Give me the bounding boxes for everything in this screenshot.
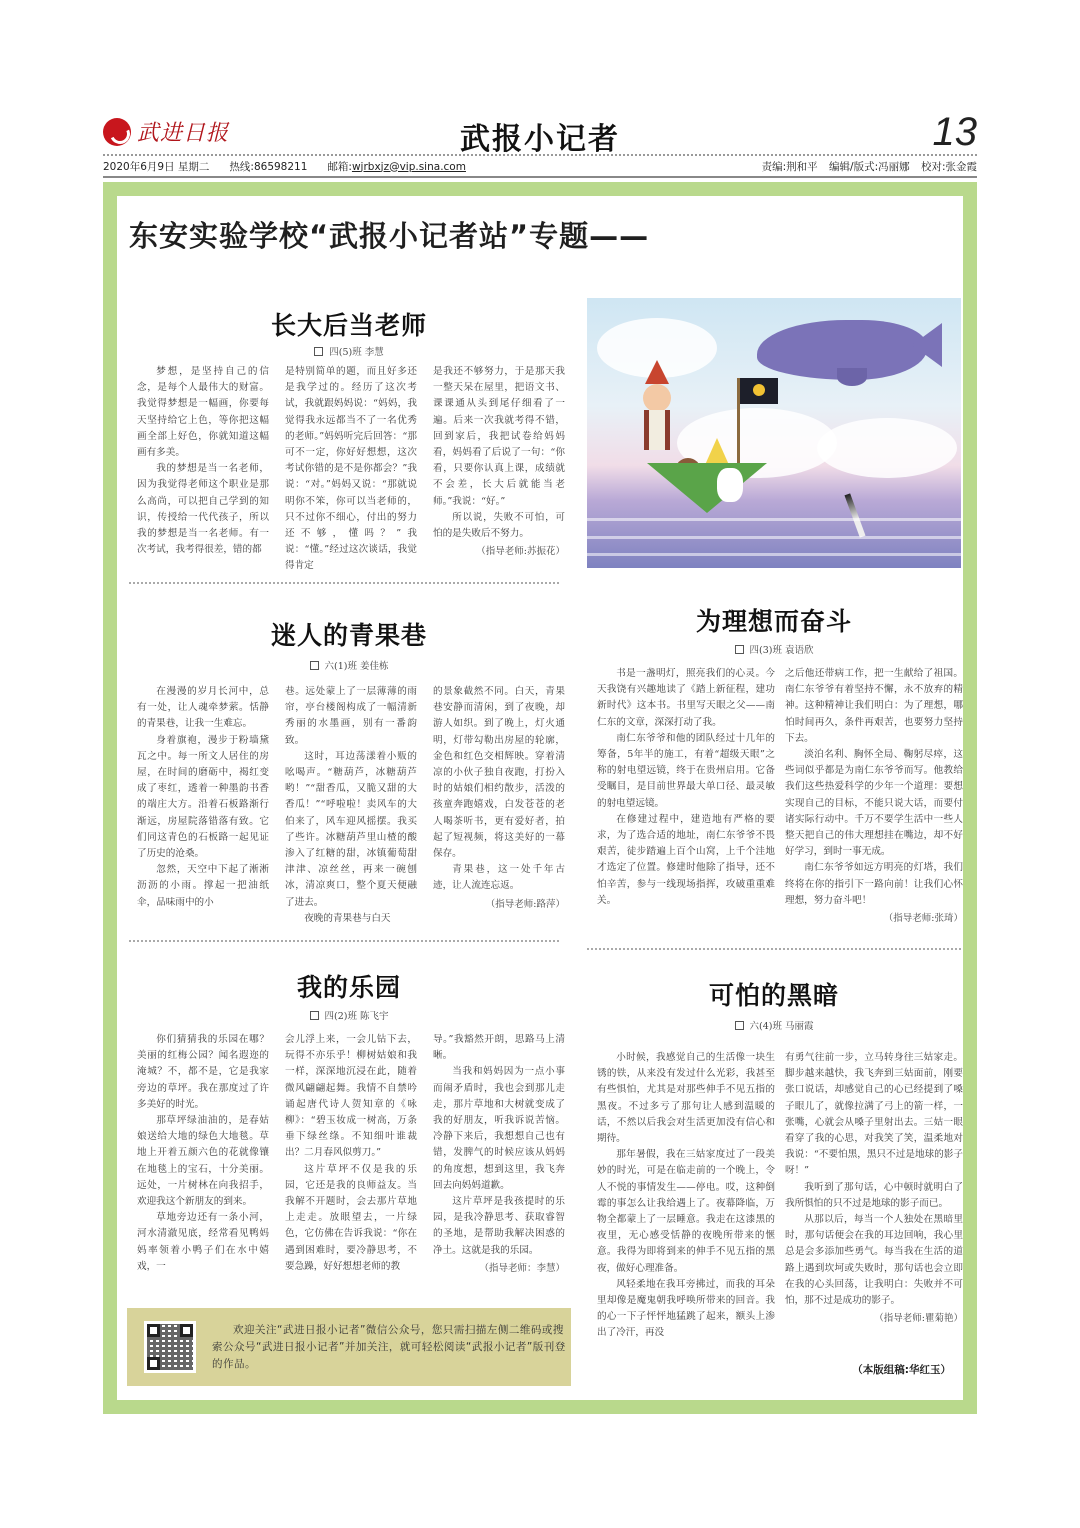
dotted-divider <box>129 940 559 942</box>
teacher-credit: （指导老师:张琦） <box>883 913 963 925</box>
wave-line <box>587 553 961 556</box>
byline <box>587 642 961 656</box>
masthead-dotted-divider <box>103 154 977 156</box>
whale-fin-icon <box>837 368 867 386</box>
editor-credit: （本版组稿:华红玉） <box>852 1364 951 1376</box>
article-column <box>137 1032 269 1275</box>
paragraph: 忽然，天空中下起了淅淅沥沥的小雨。撑起一把油纸伞，品味雨中的小 <box>137 864 269 908</box>
paper-name: 武进日报 <box>137 121 230 146</box>
bunny-icon <box>717 468 743 502</box>
article-column <box>433 364 565 560</box>
feature-content <box>117 196 963 1400</box>
dotted-divider <box>587 948 961 950</box>
article-column <box>433 1032 565 1277</box>
feature-frame <box>103 182 977 1414</box>
paragraph: 南仁东爷爷和他的团队经过十几年的筹备，5年半的施工，有着“超级天眼”之称的射电望远镜，终于在贵州启用。它备受瞩目，是目前世界最大单口径、最灵敏的射电望远镜。 <box>597 732 775 809</box>
cloud-shape <box>817 418 957 478</box>
masthead-info-line <box>103 158 977 174</box>
article-column <box>597 1050 775 1342</box>
article-title: 我的乐园 <box>296 973 401 1002</box>
paragraph: 风轻柔地在我耳旁拂过，而我的耳朵里却像是魔鬼朝我呼唤所带来的回音。我的心一下子怦怦地猛跳了起来，额头上渗出了冷汗，再没 <box>597 1278 775 1339</box>
issue-date: 2020年6月9日 星期二 <box>103 160 210 173</box>
byline-text: 六(1)班 姜佳栋 <box>324 661 389 672</box>
paragraph: 这片草坪不仅是我的乐园，它还是我的良师益友。当我解不开题时，会去那片草地上走走。放眼望去，一片绿色，它仿佛在告诉我说：“你在遇到困难时，要冷静思考，不要急躁，好好想想老师的教 <box>285 1163 417 1272</box>
article-title: 长大后当老师 <box>270 311 427 340</box>
article-column <box>137 684 269 911</box>
topic-heading: 东安实验学校“武报小记者站”专题—— <box>129 219 650 253</box>
article-column <box>285 1032 417 1275</box>
byline-box-icon <box>310 661 319 670</box>
teacher-credit: （指导老师：李慧） <box>479 1262 565 1274</box>
paragraph: 导。”我豁然开朗，思路马上清晰。 <box>433 1034 565 1062</box>
paragraph: 当我和妈妈因为一点小事而闹矛盾时，我也会到那儿走走，那片草地和大树就变成了我的好朋友，听我诉说苦恼。冷静下来后，我想想自己也有错，发脾气的时候应该从妈妈的角度想，想到这里，我飞奔回去向妈妈道歉。 <box>433 1066 565 1191</box>
byline <box>127 658 571 672</box>
moon-icon <box>753 384 765 396</box>
article-title: 迷人的青果巷 <box>270 621 427 650</box>
whale-tail-icon <box>912 323 942 367</box>
child-body-icon <box>644 410 670 450</box>
byline <box>587 1018 961 1032</box>
paragraph: 会儿浮上来，一会儿钻下去，玩得不亦乐乎！柳树姑娘和我一样，深深地沉浸在此，随着微风翩翩起舞。我情不自禁吟诵起唐代诗人贺知章的《咏柳》：“碧玉妆成一树高，万条垂下绿丝绦。不知细叶谁裁出？二月春风似剪刀。” <box>285 1034 417 1159</box>
article-title: 为理想而奋斗 <box>695 607 852 636</box>
wave-line <box>587 518 961 521</box>
child-hat-icon <box>645 360 669 384</box>
byline-text: 四(3)班 袁语欣 <box>749 645 814 656</box>
byline-box-icon <box>310 1011 319 1020</box>
teacher-credit: （指导老师:苏振花） <box>476 546 565 558</box>
paragraph: 我的梦想是当一名老师，因为我觉得老师这个职业是那么高尚，可以把自己学到的知识，传授给一代代孩子，所以我的梦想是当一名老师。有一次考试，我考得很差，错的都 <box>137 463 269 556</box>
paragraph: 巷。远处蒙上了一层薄薄的雨帘，亭台楼阁构成了一幅清新秀丽的水墨画，别有一番韵致。 <box>285 686 417 746</box>
paragraph: 那草坪绿油油的，是春姑娘送给大地的绿色大地毯。草地上开着五颜六色的花就像镶在地毯上的宝石，十分美丽。远处，一片树林在向我招手，欢迎我这个新朋友的到来。 <box>137 1115 269 1208</box>
paragraph: 夜晚的青果巷与白天 <box>304 912 391 924</box>
credits <box>762 159 977 174</box>
byline <box>127 1008 571 1022</box>
byline-box-icon <box>314 347 323 356</box>
article-column <box>285 364 417 575</box>
paragraph: 从那以后，每当一个人独处在黑暗里时，那句话便会在我的耳边回响，我心里总是会多添加些勇气。每当我在生活的道路上遇到坎坷或失败时，那句话也会立即在我的心头回荡，让我明白：失败并不可怕，那不过是成功的影子。 <box>785 1214 963 1307</box>
paragraph: 那年暑假，我在三姑家度过了一段美妙的时光，可是在临走前的一个晚上，令人不悦的事情发生——停电。哎，这种倒霉的事怎么让我给遇上了。夜幕降临，万物全都蒙上了一层睡意。我走在这漆黑的夜里，无心感受恬静的夜晚所带来的惬意。我得为即将到来的伸手不见五指的黑夜，做好心理准备。 <box>597 1149 775 1274</box>
teacher-credit: （指导老师:路萍） <box>485 898 565 910</box>
paragraph: 书是一盏明灯，照亮我们的心灵。今天我饶有兴趣地读了《踏上新征程，建功新时代》这本书。书里写天眼之父——南仁东的文章，深深打动了我。 <box>597 668 775 728</box>
dotted-divider <box>129 582 559 584</box>
paragraph: 在修建过程中，建造地有严格的要求，为了选合适的地址，南仁东爷爷不畏艰苦，徒步踏遍上百个山窝，上千个洼地才选定了位置。修建时他除了指导，还不怕辛苦，参与一线现场指挥，攻破重重难关。 <box>597 813 775 906</box>
byline-box-icon <box>735 1021 744 1030</box>
paragraph: 这时，耳边荡漾着小贩的吆喝声。“糖葫芦，冰糖葫芦哟！”“甜香瓜，又脆又甜的大香瓜！”“呼啦啦！卖风车的大伯来了，风车迎风摇摆。我买了些许。冰糖葫芦里山楂的酸渗入了红糖的甜，冰镇葡萄甜津津、凉丝丝，再来一碗刨冰，清凉爽口，整个夏天便融了进去。 <box>285 750 417 908</box>
wave-line <box>587 536 961 539</box>
byline-box-icon <box>735 645 744 654</box>
article-column <box>137 364 269 558</box>
paragraph: 草地旁边还有一条小河，河水清澈见底，经常看见鸭妈妈率领着小鸭子们在水中嬉戏，一 <box>137 1212 269 1272</box>
byline-text: 四(2)班 陈飞宇 <box>324 1011 389 1022</box>
paragraph: 所以说，失败不可怕，可怕的是失败后不努力。 <box>433 511 565 540</box>
paragraph: 是我还不够努力，于是那天我一整天呆在屋里，把语文书、课课通从头到尾仔细看了一遍。后来一次我就考得不错，回到家后，我把试卷给妈妈看，妈妈看了后说了一句：“你看，只要你认真上课，成绩就不会差，长大后就能当老师。”我说：“好。” <box>433 366 565 507</box>
byline-text: 四(5)班 李慧 <box>329 347 384 358</box>
qr-finder-icon <box>147 1324 160 1337</box>
section-title: 武报小记者 <box>460 122 620 157</box>
paragraph: 小时候，我感觉自己的生活像一块生锈的铁，从来没有发过什么光彩，我甚至有些惧怕，尤其是对那些伸手不见五指的黑夜。不过多亏了那句让人感到温暖的话，不然以后我会对生活更加没有信心和期待。 <box>597 1052 775 1145</box>
paragraph: 梦想，是坚持自己的信念，是每个人最伟大的财富。我觉得梦想是一幅画，你要每天坚持给它上色，等你把这幅画全部上好色，你就知道这幅画有多美。 <box>137 366 269 459</box>
paragraph: 有勇气往前一步，立马转身往三姑家走。脚步越来越快，我飞奔到三姑面前，刚要张口说话，却感觉自己的心已经提到了嗓子眼儿了，就像拉满了弓上的箭一样，一张嘴，心就会从嗓子里射出去。三姑一眼看穿了我的心思，对我笑了笑，温柔地对我说：“不要怕黑，黑只不过是地球的影子呀！” <box>785 1052 963 1177</box>
layout-editor: 编辑/版式:冯丽娜 <box>829 160 910 173</box>
paragraph: 淡泊名利、胸怀全局、鞠躬尽瘁，这些词似乎都是为南仁东爷爷而写。他教给我们这些热爱科学的少年一个道理：要想实现自己的目标，不能只说大话，而要付诸实际行动中。千万不要学生活中一些人整天把自己的伟大理想挂在嘴边，却不好好学习，到时一事无成。 <box>785 749 963 858</box>
email-label: 邮箱: <box>327 160 352 173</box>
email-link[interactable]: wjrbxjz@vip.sina.com <box>351 160 466 173</box>
page-number: 13 <box>932 110 977 154</box>
paragraph: 青果巷，这一处千年古迹，让人流连忘返。 <box>433 864 565 892</box>
article-column <box>785 1050 963 1327</box>
qr-code-icon[interactable] <box>144 1321 196 1373</box>
masthead-rule <box>103 176 977 178</box>
article-column <box>785 666 963 927</box>
hotline: 热线:86598211 <box>229 160 308 173</box>
paragraph: 身着旗袍，漫步于粉墙黛瓦之中。每一所文人居住的房屋，在时间的磨砺中，褐红变成了枣红，透着一种墨韵书香的端庄大方。沿着石板路渐行渐远，房屋院落错落有致。它们同这青色的石板路一起见证了历史的沧桑。 <box>137 734 269 860</box>
paper-boat-icon <box>647 463 767 513</box>
qr-finder-icon <box>147 1357 160 1370</box>
editor: 责编:荆和平 <box>761 160 818 173</box>
paragraph: 之后他还带病工作，把一生献给了祖国。南仁东爷爷有着坚持不懈，永不放弃的精神。这种精神让我们明白：为了理想，哪怕时间再久，条件再艰苦，也要努力坚持下去。 <box>785 668 963 744</box>
email-block <box>327 159 466 174</box>
paragraph: 在漫漫的岁月长河中，总有一处，让人魂牵梦萦。恬静的青果巷，让我一生难忘。 <box>137 686 269 730</box>
promo-text: 欢迎关注“武进日报小记者”微信公众号，您只需扫描左侧二维码或搜索公众号“武进日报小记者”并加关注，就可轻松阅读“武报小记者”版刊登的作品。 <box>212 1323 566 1370</box>
proofreader: 校对:张金霞 <box>920 160 977 173</box>
article-column <box>597 666 775 909</box>
byline-text: 六(4)班 马丽霞 <box>749 1021 814 1032</box>
wechat-promo <box>127 1308 571 1386</box>
teacher-credit: （指导老师:瞿菊艳） <box>874 1313 963 1325</box>
article-column <box>433 684 565 913</box>
child-head-icon <box>643 384 671 412</box>
article-title: 可怕的黑暗 <box>708 981 839 1010</box>
seagull-icon <box>844 493 865 537</box>
paragraph: 的景象截然不同。白天，青果巷安静而清闲，到了夜晚，却游人如织。到了晚上，灯火通明，灯带勾勒出房屋的轮廓，金色和红色交相辉映。穿着清凉的小伙子独自夜跑，打扮入时的姑娘们相约散步，活泼的孩童奔跑嬉戏，白发苍苍的老人喝茶听书，更有爱好者，拍起了短视频，将这美好的一幕保存。 <box>433 686 565 860</box>
paragraph: 这片草坪是我孩提时的乐园，是我冷静思考、获取睿智的圣地，是帮助我解决困惑的净土。这就是我的乐园。 <box>433 1196 565 1256</box>
article-column <box>285 684 417 927</box>
byline <box>127 344 571 358</box>
illustration-paper-boat-whale <box>587 298 961 568</box>
paragraph: 你们猜猜我的乐园在哪？美丽的红梅公园？闻名遐迩的淹城？不，都不是，它是我家旁边的草坪。我在那度过了许多美好的时光。 <box>137 1034 269 1110</box>
paragraph: 我听到了那句话，心中顿时就明白了我所惧怕的只不过是地球的影子而已。 <box>785 1181 963 1209</box>
masthead <box>103 112 977 178</box>
paragraph: 南仁东爷爷如远方明亮的灯塔，我们终将在你的指引下一路向前！让我们心怀理想，努力奋斗吧！ <box>785 862 963 906</box>
paragraph: 是特别简单的题，而且好多还是我学过的。经历了这次考试，我就跟妈妈说：“妈妈，我觉得我永远都当不了一名优秀的老师。”妈妈听完后回答：“那可不一定，你好好想想，这次考试你错的是不是你都会？”我说：“对。”妈妈又说：“那就说明你不笨，你可以当老师的，只不过你不细心，付出的努力还不够，懂吗？”我说：“懂。”经过这次谈话，我觉得肯定 <box>285 366 417 572</box>
qr-finder-icon <box>180 1324 193 1337</box>
